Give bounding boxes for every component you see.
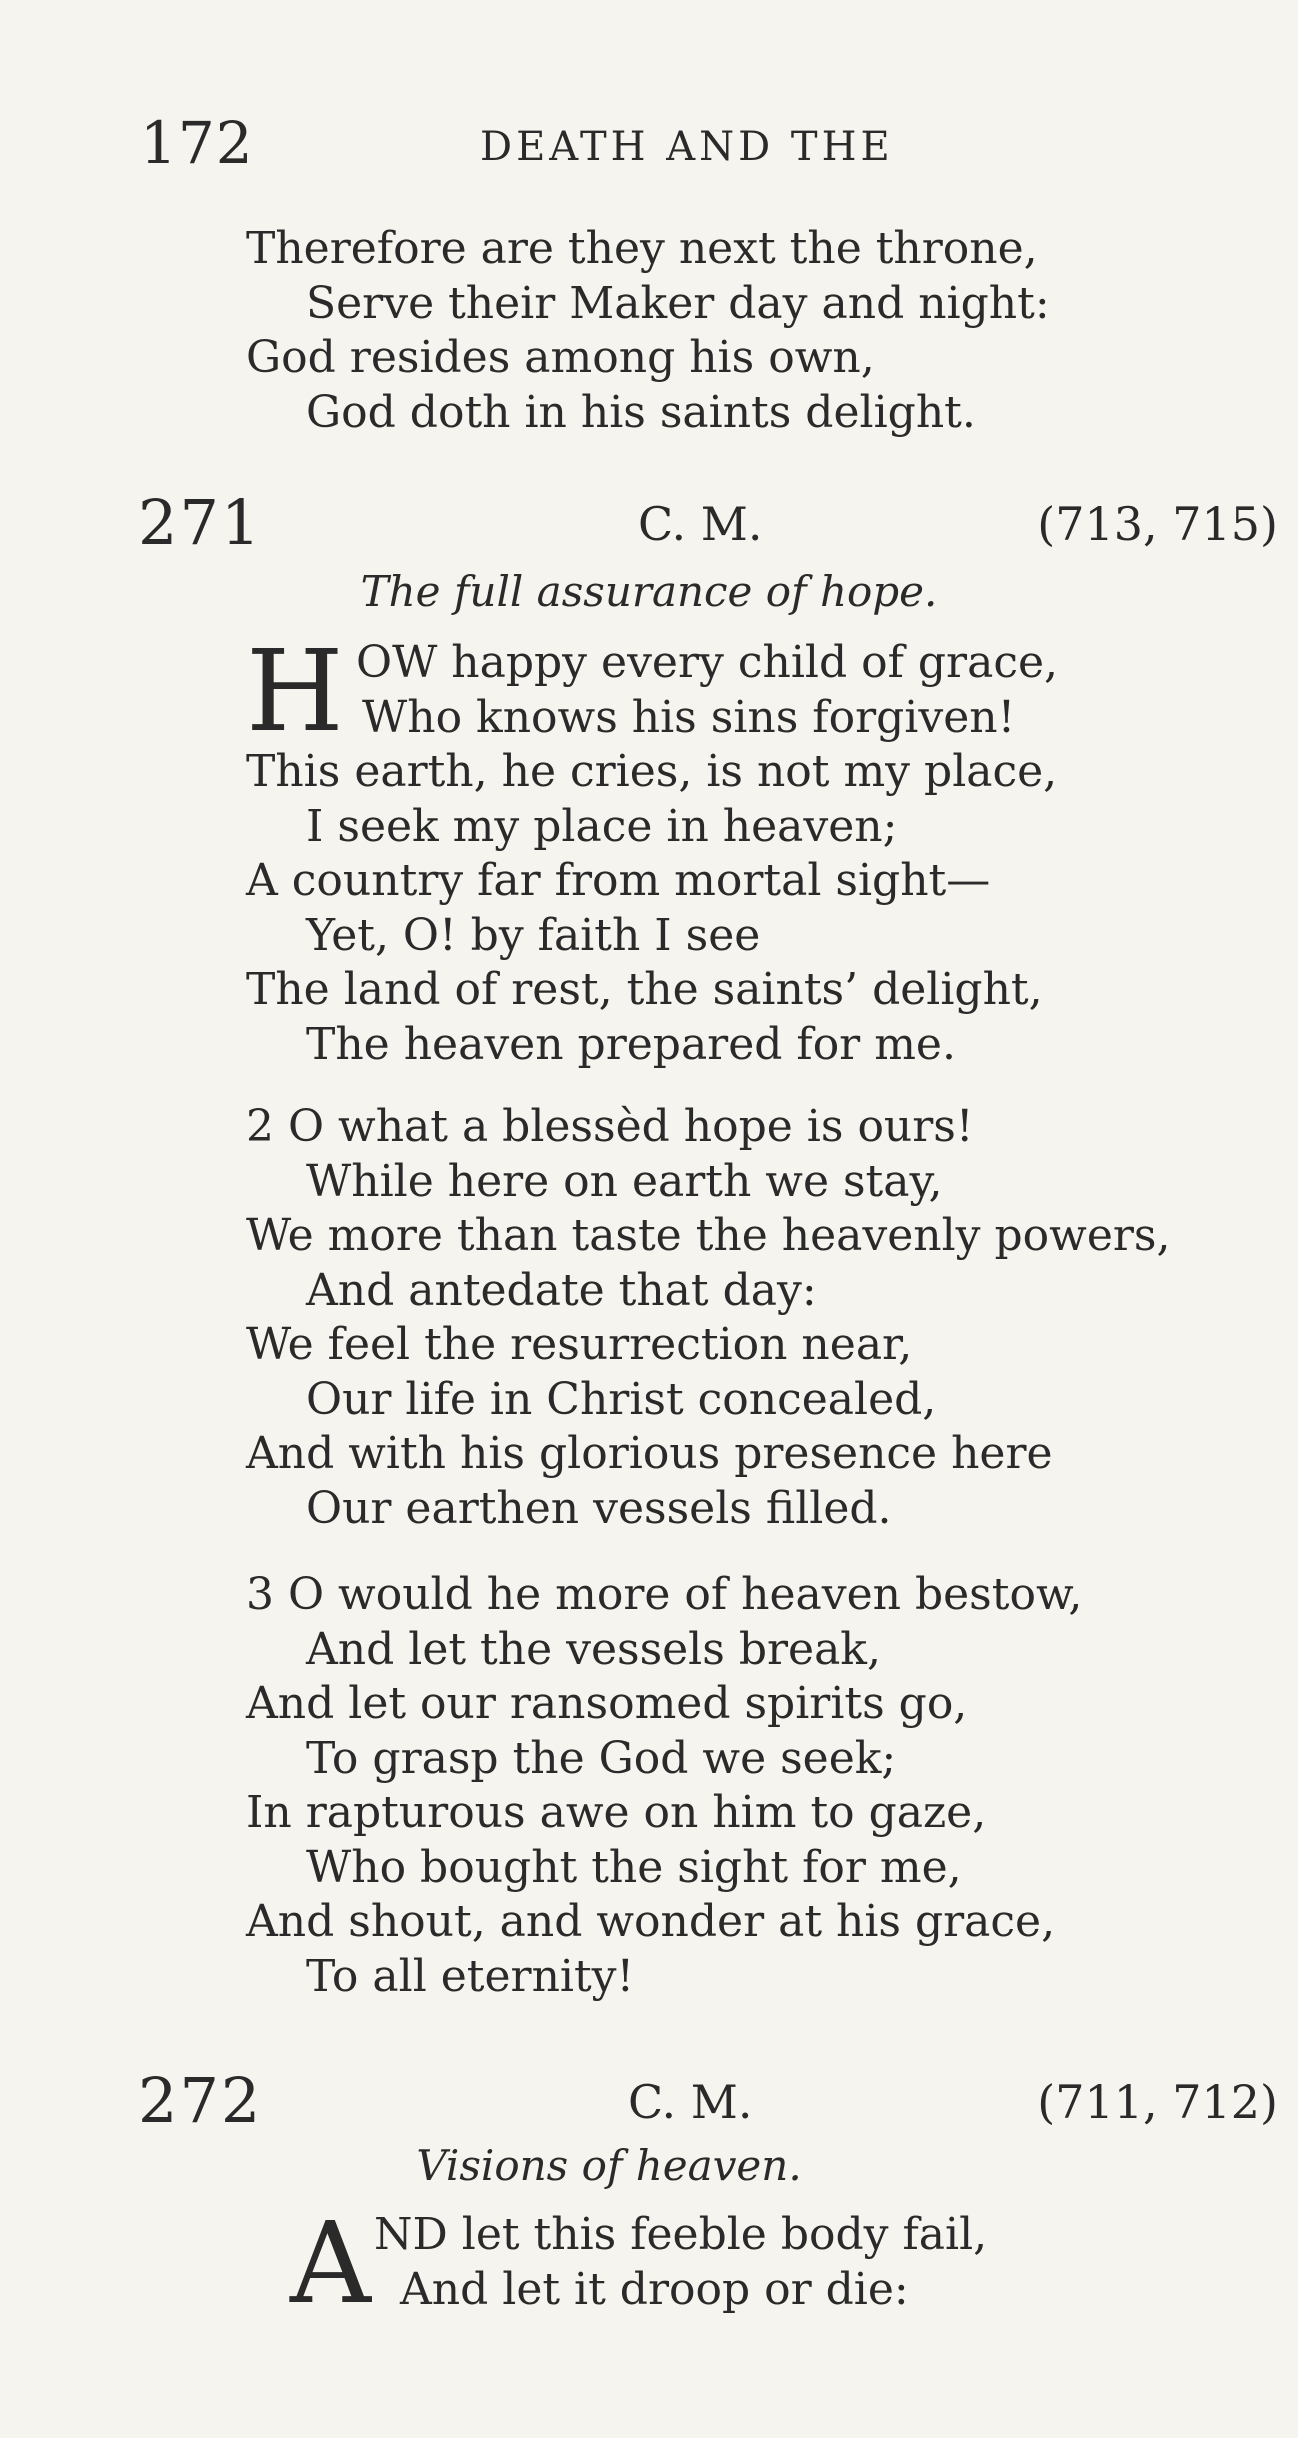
hymn-271-stanza-2 (246, 1100, 1286, 1536)
verse-line: And let it droop or die: (400, 2263, 909, 2315)
verse-line: To all eternity! (306, 1950, 635, 2002)
hymn-tune-numbers: (713, 715) (1037, 497, 1278, 551)
verse-line: Therefore are they next the throne, (246, 223, 1038, 274)
verse-line: We more than taste the heavenly powers, (246, 1210, 1171, 1261)
running-title: DEATH AND THE (480, 124, 894, 170)
hymn-meter: C. M. (638, 497, 763, 551)
verse-line: This earth, he cries, is not my place, (246, 746, 1058, 797)
drop-cap: A (290, 2199, 371, 2329)
verse-line: We feel the resurrection near, (246, 1319, 913, 1370)
hymn-subtitle: The full assurance of hope. (360, 567, 938, 616)
verse-line: In rapturous awe on him to gaze, (246, 1787, 987, 1838)
drop-cap-block (290, 2199, 1298, 2329)
hymn-header (138, 488, 1278, 558)
drop-cap: H (246, 627, 344, 757)
verse-line: 2 O what a blessèd hope is ours! (246, 1101, 974, 1152)
hymn-tune-numbers: (711, 712) (1037, 2075, 1278, 2129)
verse-line: Yet, O! by faith I see (306, 909, 761, 961)
verse-line: OW happy every child of grace, (356, 637, 1058, 688)
verse-line: The heaven prepared for me. (306, 1018, 956, 1070)
verse-line: God resides among his own, (246, 332, 875, 383)
running-head (140, 108, 1180, 178)
verse-line: Our earthen vessels filled. (306, 1482, 892, 1534)
hymn-271-stanza-3 (246, 1568, 1286, 2004)
verse-line: And shout, and wonder at his grace, (246, 1896, 1056, 1947)
verse-line: Who knows his sins forgiven! (362, 691, 1016, 743)
verse-line: 3 O would he more of heaven bestow, (246, 1569, 1083, 1620)
drop-cap-block (246, 627, 1286, 757)
verse-line: And let our ransomed spirits go, (246, 1678, 968, 1729)
hymn-271-stanza-1 (246, 627, 1286, 1072)
hymn-meter: C. M. (628, 2075, 753, 2129)
verse-line: God doth in his saints delight. (306, 386, 976, 438)
hymn-272-stanza-1 (290, 2199, 1298, 2329)
verse-line: ND let this feeble body fail, (374, 2209, 988, 2260)
verse-line: Our life in Christ concealed, (306, 1373, 937, 1425)
verse-line: The land of rest, the saints’ delight, (246, 964, 1043, 1015)
hymn-subtitle: Visions of heaven. (416, 2141, 802, 2190)
verse-line: Who bought the sight for me, (306, 1841, 962, 1893)
verse-line: A country far from mortal sight— (246, 855, 991, 906)
verse-line: And with his glorious presence here (246, 1428, 1053, 1479)
verse-line: I seek my place in heaven; (306, 800, 898, 852)
verse-line: And antedate that day: (306, 1264, 817, 1316)
hymn-number: 272 (138, 2064, 263, 2137)
opening-stanza (246, 222, 1286, 440)
verse-line: To grasp the God we seek; (306, 1732, 897, 1784)
verse-line: Serve their Maker day and night: (306, 277, 1050, 329)
verse-line: While here on earth we stay, (306, 1155, 943, 1207)
hymn-header (138, 2066, 1278, 2136)
verse-line: And let the vessels break, (306, 1623, 881, 1675)
page-number: 172 (140, 109, 254, 177)
hymn-number: 271 (138, 486, 263, 559)
